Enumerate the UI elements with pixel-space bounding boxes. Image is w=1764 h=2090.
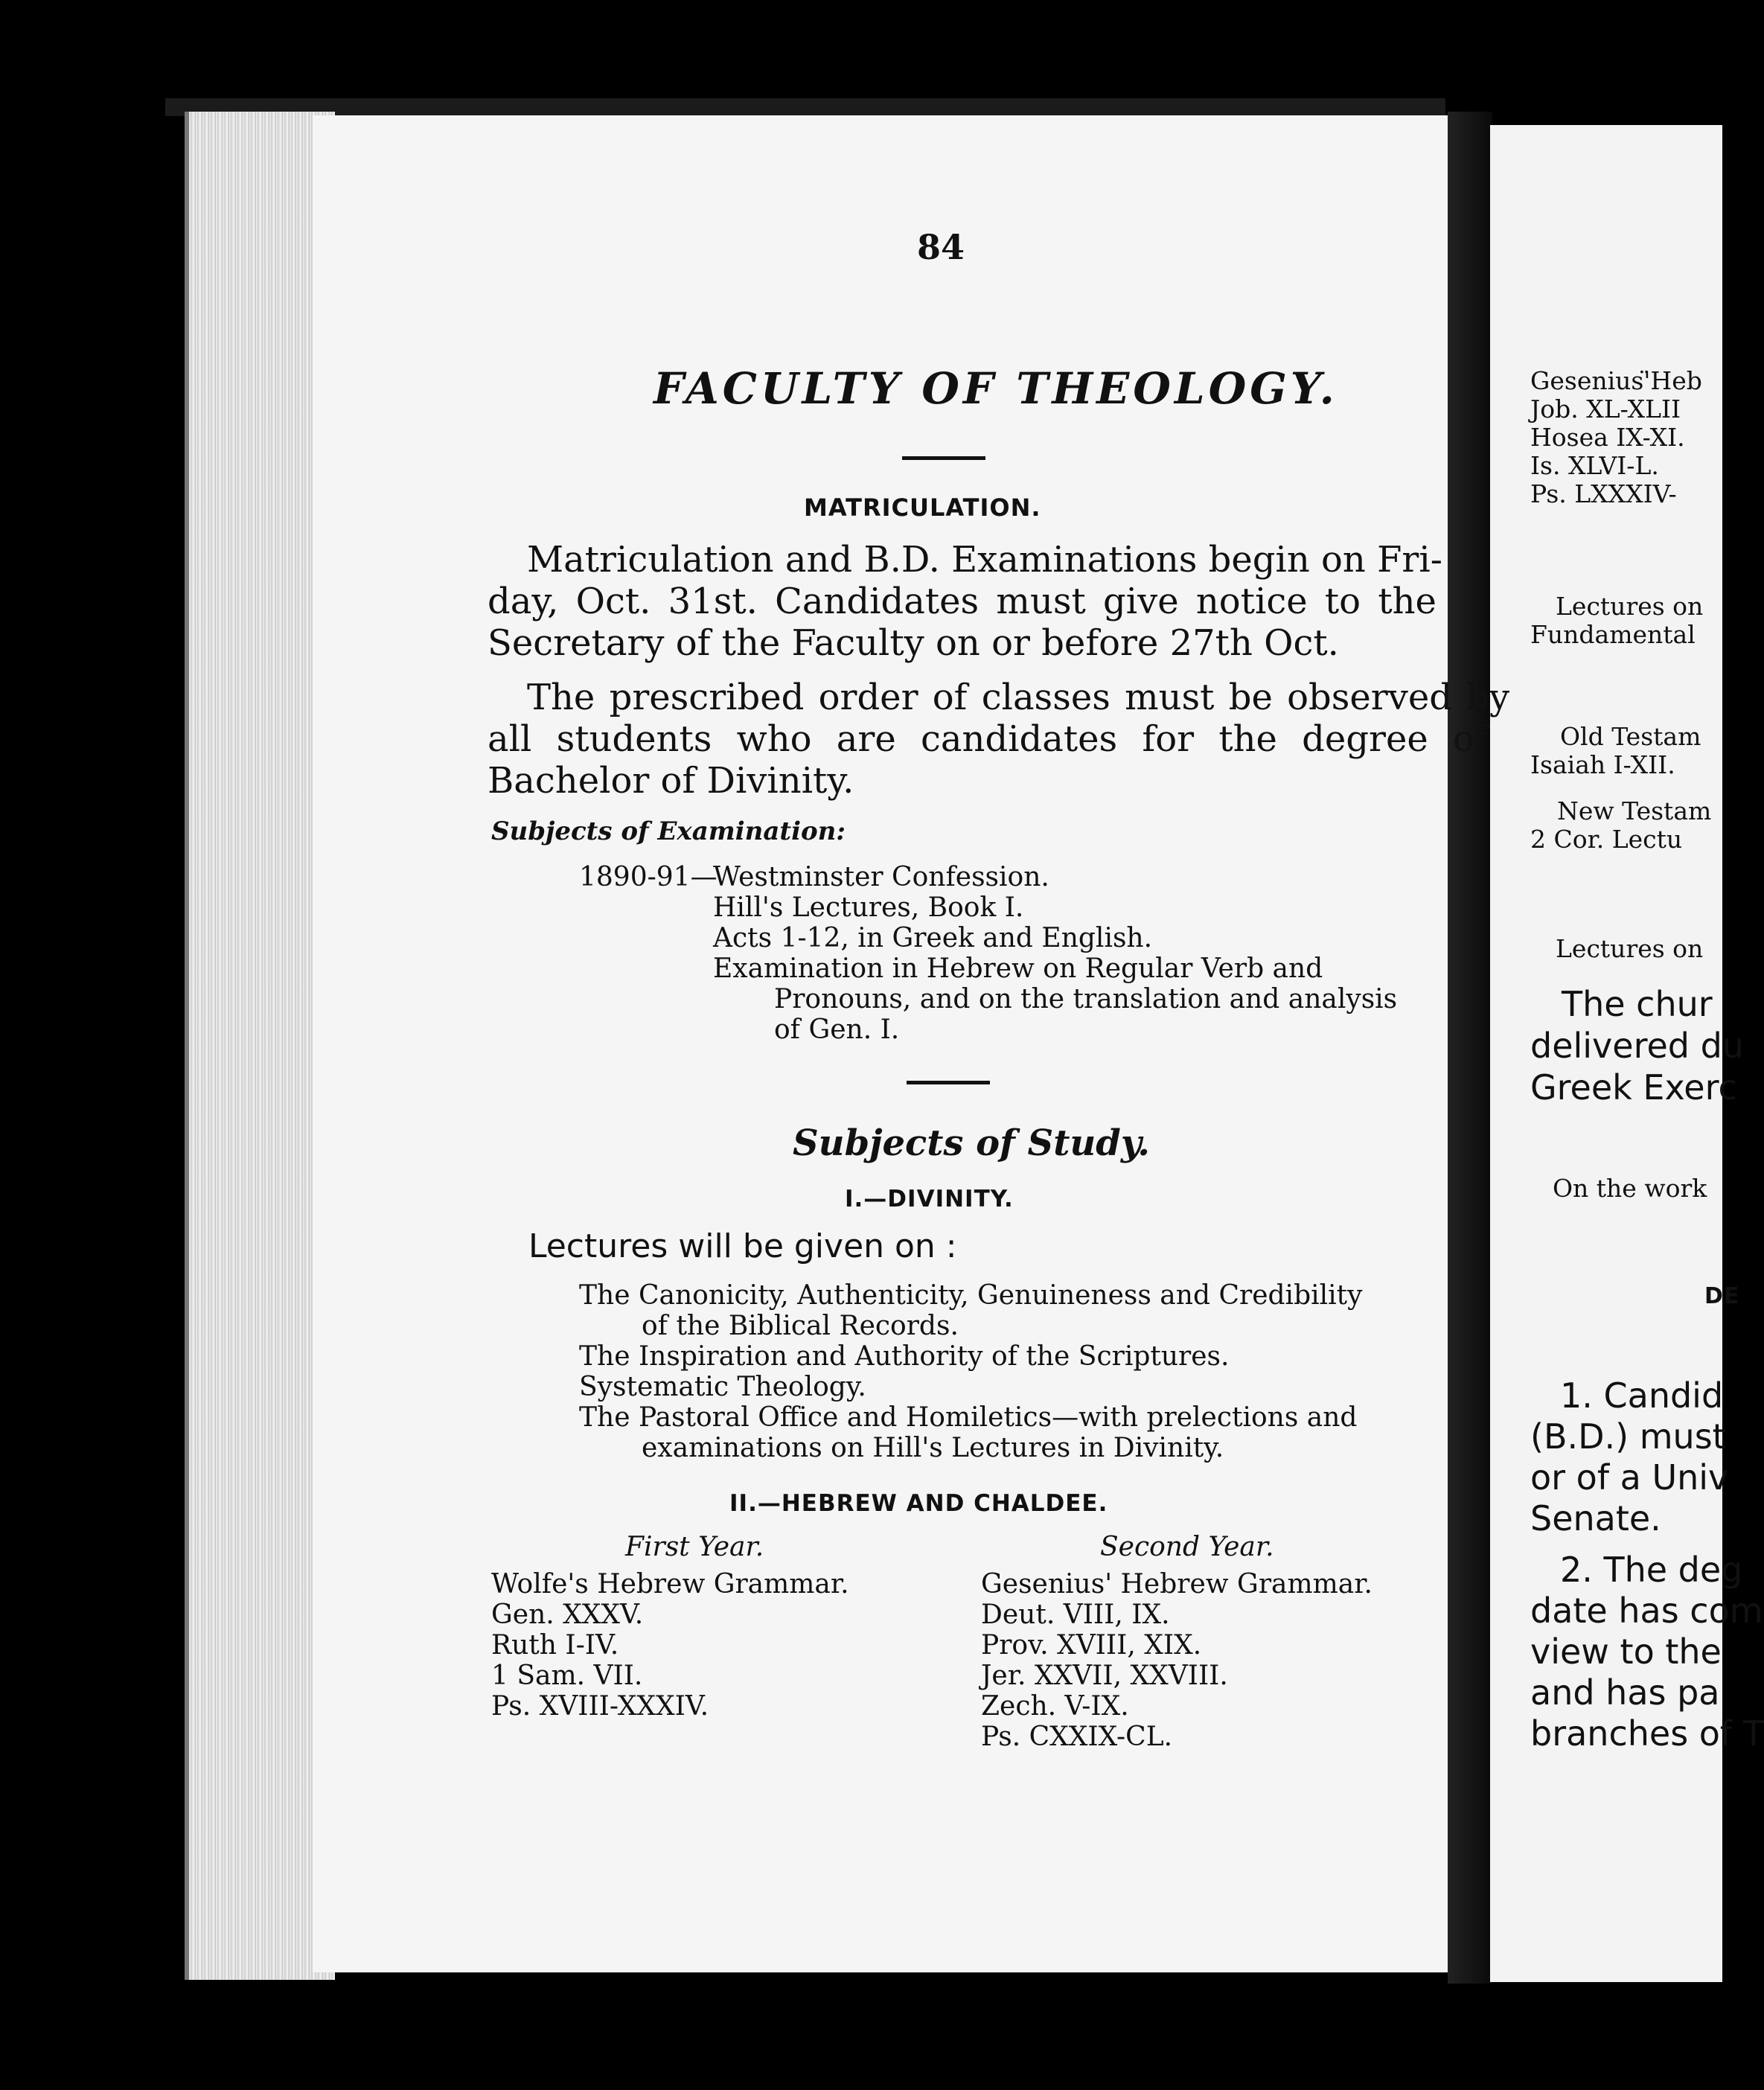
first-year-item: Ruth I-IV.: [491, 1630, 619, 1661]
second-year-item: Zech. V-IX.: [981, 1691, 1129, 1722]
divinity-item: of the Biblical Records.: [642, 1311, 959, 1341]
first-year-item: 1 Sam. VII.: [491, 1661, 643, 1691]
right-fragment: New Testam: [1557, 796, 1712, 825]
right-fragment: delivered du: [1530, 1026, 1744, 1066]
matriculation-heading: MATRICULATION.: [804, 493, 1041, 522]
right-fragment: Gesenius'̈Heb: [1530, 366, 1702, 395]
first-year-item: Wolfe's Hebrew Grammar.: [491, 1569, 849, 1600]
right-fragment: Greek Exerc: [1530, 1067, 1737, 1108]
right-fragment: Lectures on: [1556, 934, 1704, 963]
section-rule: [907, 1081, 990, 1084]
right-fragment: or of a Univ: [1530, 1457, 1729, 1498]
second-year-item: Ps. CXXIX-CL.: [981, 1722, 1173, 1752]
second-year-item: Jer. XXVII, XXVIII.: [981, 1661, 1228, 1691]
exam-item: Hill's Lectures, Book I.: [713, 892, 1024, 923]
divinity-item: Systematic Theology.: [579, 1372, 866, 1402]
right-fragment: 2 Cor. Lectu: [1530, 825, 1683, 854]
second-year-item: Gesenius' Hebrew Grammar.: [981, 1569, 1372, 1600]
divinity-item: The Inspiration and Authority of the Scriptures.: [579, 1341, 1230, 1372]
right-fragment: date has com: [1530, 1591, 1763, 1631]
first-year-item: Ps. XVIII-XXXIV.: [491, 1691, 709, 1722]
hebrew-chaldee-heading: II.—HEBREW AND CHALDEE.: [729, 1490, 1108, 1517]
first-year-item: Gen. XXXV.: [491, 1600, 644, 1630]
page-number: 84: [917, 227, 965, 267]
divinity-item: examinations on Hill's Lectures in Divinity.: [642, 1433, 1224, 1463]
right-fragment: Old Testam: [1560, 722, 1701, 751]
subjects-of-examination-label: Subjects of Examination:: [491, 816, 846, 846]
lectures-intro: Lectures will be given on :: [528, 1227, 957, 1265]
matriculation-para-line: Secretary of the Faculty on or before 27th Oct.: [488, 622, 1339, 664]
right-fragment: view to the: [1530, 1632, 1722, 1672]
right-fragment: Fundamental: [1530, 620, 1696, 649]
right-fragment: DE: [1704, 1283, 1740, 1309]
right-fragment: branches of T: [1530, 1713, 1764, 1754]
exam-item: Westminster Confession.: [713, 862, 1049, 892]
right-fragment: On the work: [1553, 1174, 1707, 1203]
right-fragment: Is. XLVI-L.: [1530, 451, 1659, 480]
second-year-item: Deut. VIII, IX.: [981, 1600, 1170, 1630]
right-fragment: Isaiah I-XII.: [1530, 750, 1675, 779]
right-fragment: Job. XL-XLII: [1530, 394, 1681, 424]
right-fragment: Senate.: [1530, 1498, 1661, 1538]
page-top-shadow: [165, 98, 1445, 116]
right-fragment: Lectures on: [1556, 592, 1704, 621]
right-fragment: Ps. LXXXIV-: [1530, 479, 1677, 508]
order-para-line: The prescribed order of classes must be observed by: [527, 677, 1510, 718]
exam-year: 1890-91—: [579, 862, 718, 892]
right-fragment: and has pa: [1530, 1672, 1720, 1713]
first-year-label: First Year.: [625, 1532, 764, 1562]
second-year-label: Second Year.: [1100, 1532, 1274, 1562]
exam-item: Pronouns, and on the translation and analysis: [774, 984, 1398, 1014]
right-fragment: Hosea IX-XI.: [1530, 423, 1685, 452]
matriculation-para-line: day, Oct. 31st. Candidates must give notice to the: [488, 581, 1437, 622]
subjects-of-study-title: Subjects of Study.: [793, 1122, 1150, 1164]
title-rule: [902, 456, 985, 460]
divinity-item: The Pastoral Office and Homiletics—with prelections and: [579, 1402, 1358, 1433]
matriculation-para-line: Matriculation and B.D. Examinations begin on Fri-: [527, 539, 1442, 581]
faculty-title: FACULTY OF THEOLOGY.: [653, 363, 1338, 414]
order-para-line: Bachelor of Divinity.: [488, 760, 854, 802]
divinity-item: The Canonicity, Authenticity, Genuineness and Credibility: [579, 1280, 1363, 1311]
exam-item: Examination in Hebrew on Regular Verb and: [713, 953, 1323, 984]
exam-item: of Gen. I.: [774, 1014, 900, 1045]
exam-item: Acts 1-12, in Greek and English.: [713, 923, 1153, 953]
right-fragment: (B.D.) must: [1530, 1416, 1726, 1457]
order-para-line: all students who are candidates for the degree of: [488, 718, 1488, 760]
right-fragment: 1. Candid: [1560, 1375, 1724, 1416]
right-fragment: The chur: [1562, 984, 1713, 1024]
book-gutter: [1448, 112, 1492, 1984]
right-fragment: 2. The deg: [1560, 1550, 1743, 1590]
divinity-heading: I.—DIVINITY.: [845, 1186, 1014, 1212]
second-year-item: Prov. XVIII, XIX.: [981, 1630, 1202, 1661]
